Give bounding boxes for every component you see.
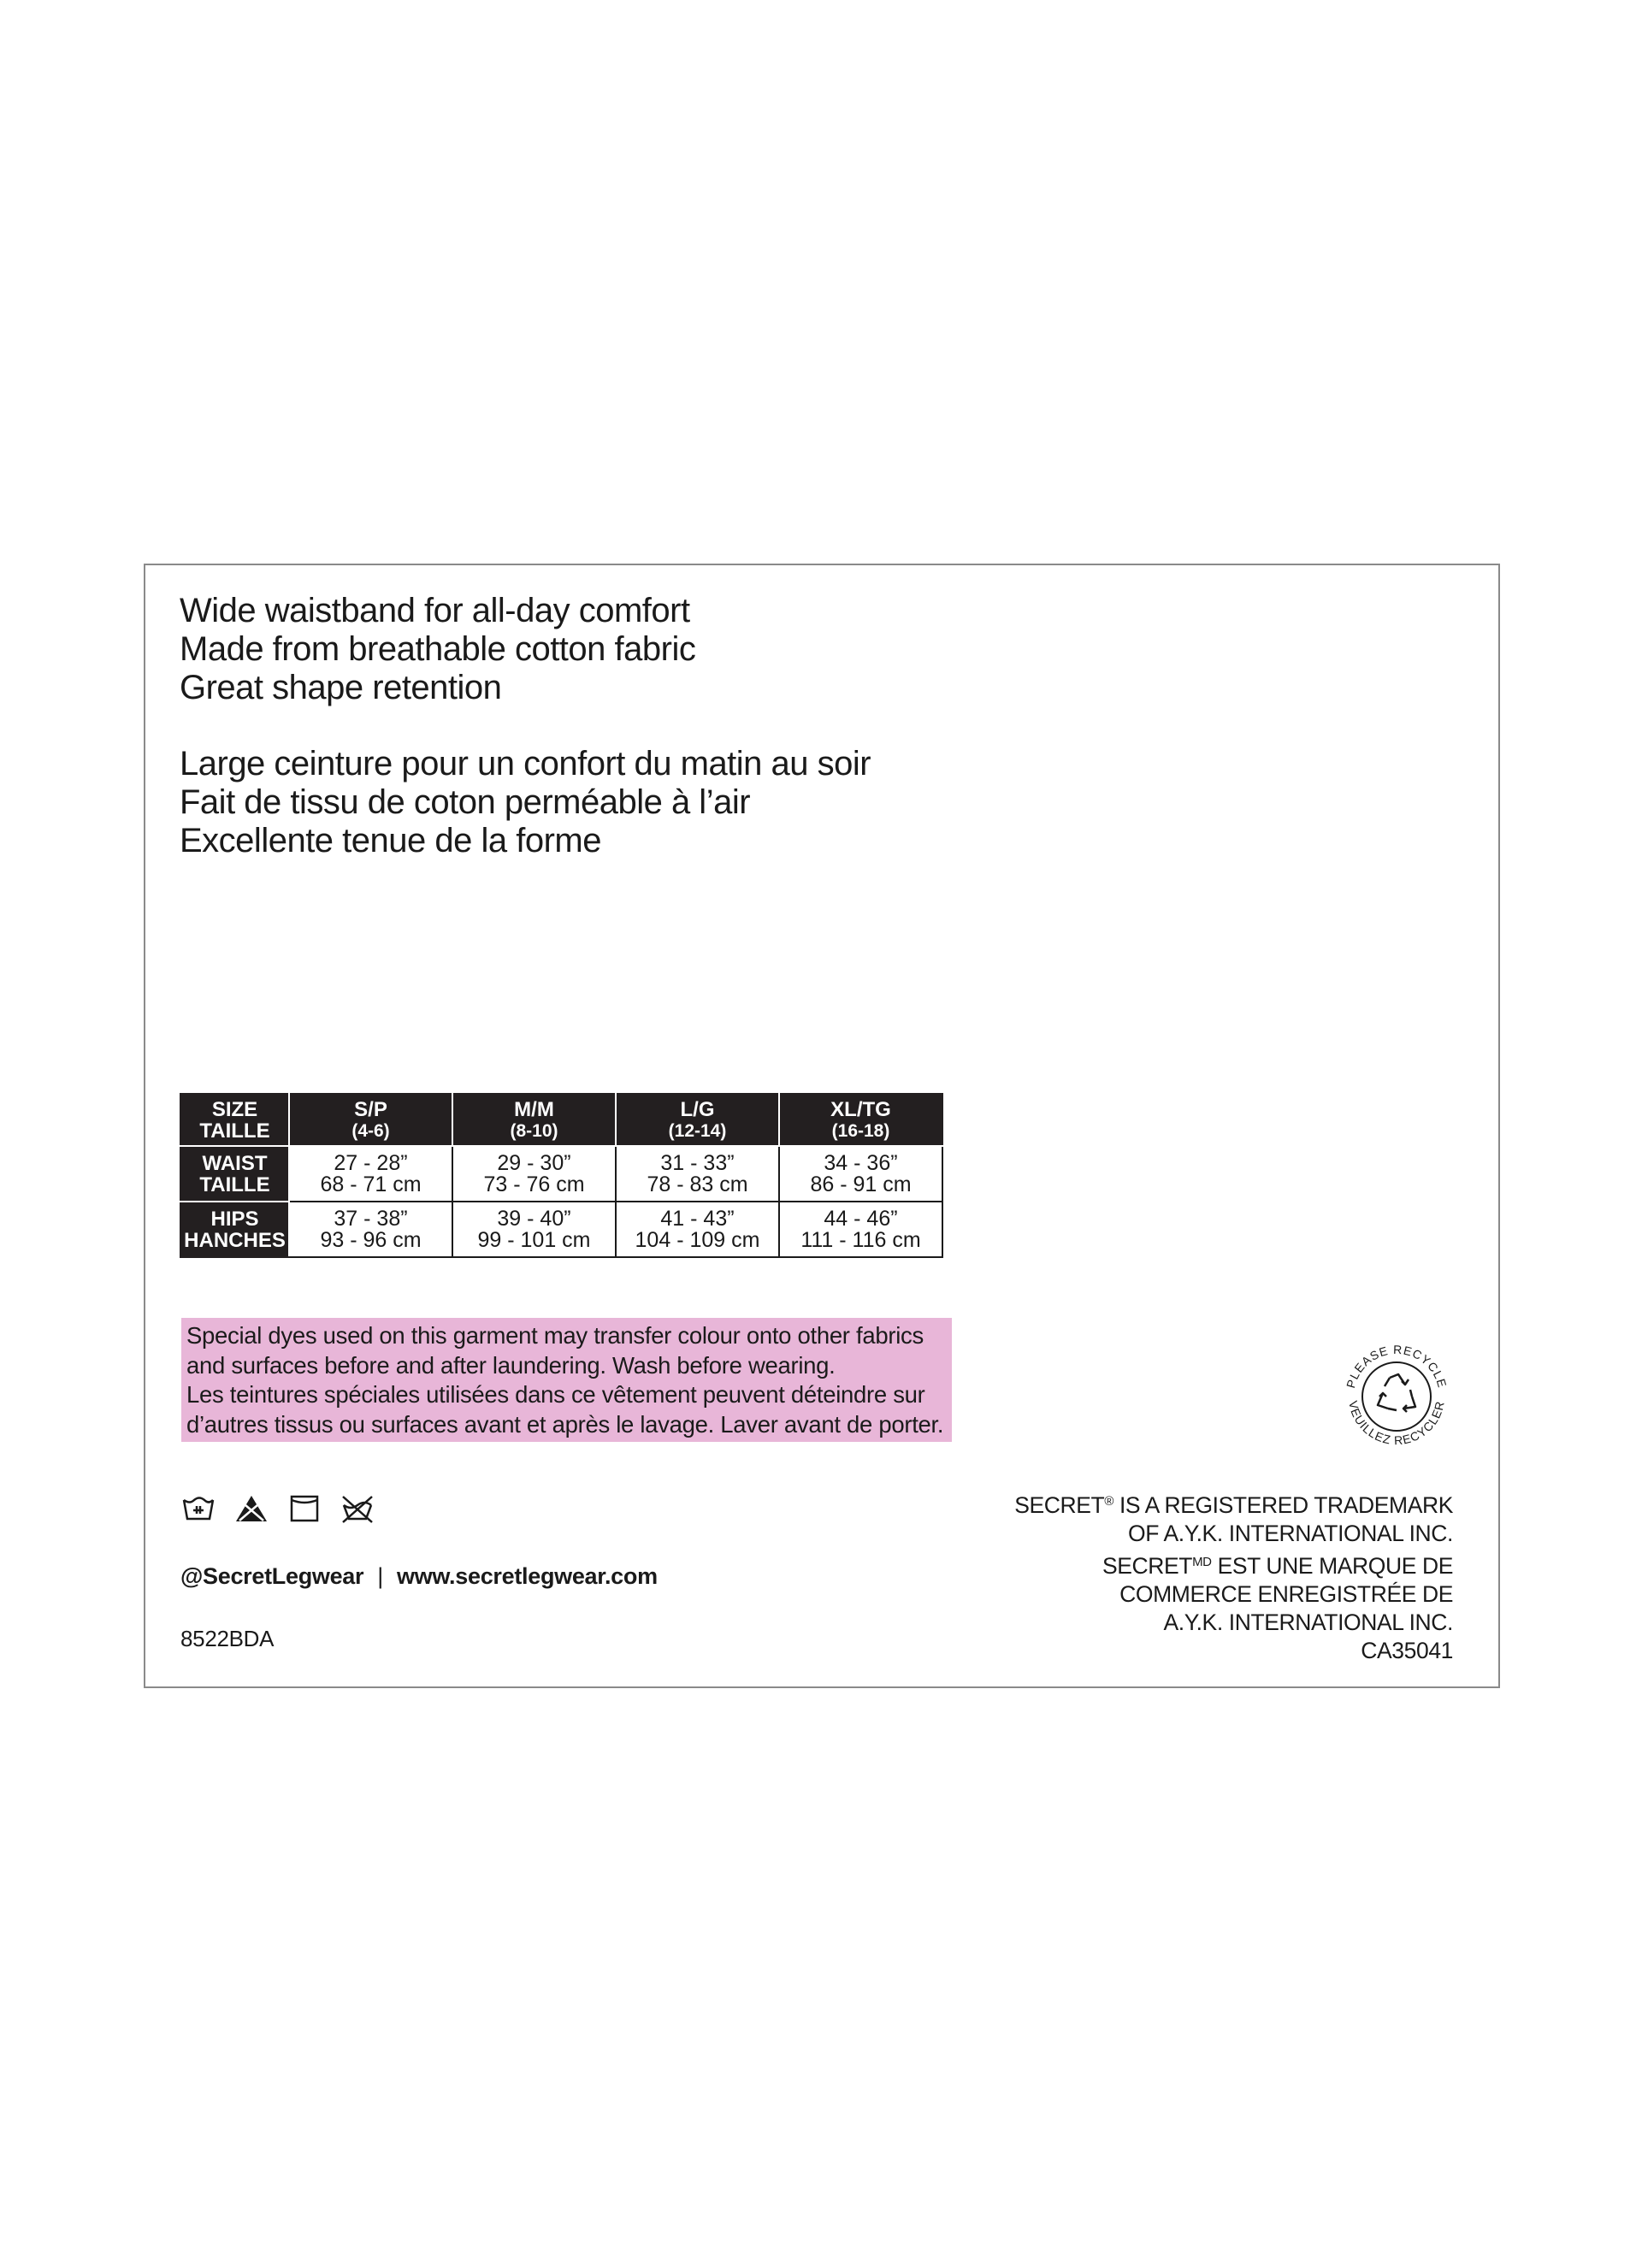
feature-item: Excellente tenue de la forme	[180, 822, 601, 859]
size-header-m: M/M (8-10)	[452, 1094, 616, 1146]
notice-line: and surfaces before and after laundering. Wash before wearing.	[186, 1351, 836, 1379]
recycle-text-top: PLEASE RECYCLE	[1344, 1342, 1450, 1390]
size-chart-header-row	[180, 1094, 942, 1146]
row-label-hips: HIPS HANCHES	[180, 1202, 289, 1257]
social-handle[interactable]: @SecretLegwear	[180, 1563, 364, 1589]
features-french	[180, 745, 871, 860]
sku-code: 8522BDA	[180, 1626, 275, 1651]
product-label	[144, 564, 1500, 1688]
feature-item: Wide waistband for all-day comfort	[180, 592, 690, 629]
table-cell: 34 - 36” 86 - 91 cm	[779, 1146, 942, 1202]
trademark-notice	[1014, 1487, 1453, 1665]
size-chart-row-hips	[180, 1202, 942, 1257]
svg-text:VEUILLEZ RECYCLER	[1346, 1399, 1447, 1447]
social-separator: |	[377, 1563, 383, 1589]
do-not-dry-clean-icon	[340, 1493, 375, 1524]
notice-line: Les teintures spéciales utilisées dans ce vêtement peuvent déteindre sur	[186, 1381, 925, 1408]
size-header-label: SIZE TAILLE	[180, 1094, 289, 1146]
care-instructions	[181, 1493, 375, 1524]
feature-item: Great shape retention	[180, 669, 502, 706]
feature-item: Fait de tissu de coton perméable à l’air	[180, 783, 751, 821]
table-cell: 44 - 46” 111 - 116 cm	[779, 1202, 942, 1257]
trademark-line: CA35041	[1361, 1638, 1453, 1663]
trademark-line: $SECRET^{MD}$ EST UNE MARQUE DE	[1102, 1553, 1453, 1579]
notice-line: Special dyes used on this garment may transfer colour onto other fabrics	[186, 1322, 924, 1349]
features-english	[180, 592, 695, 707]
table-cell: 41 - 43” 104 - 109 cm	[616, 1202, 779, 1257]
feature-item: Made from breathable cotton fabric	[180, 630, 696, 668]
table-cell: 37 - 38” 93 - 96 cm	[289, 1202, 452, 1257]
table-cell: 27 - 28” 68 - 71 cm	[289, 1146, 452, 1202]
notice-line: d’autres tissus ou surfaces avant et après le lavage. Laver avant de porter.	[186, 1410, 944, 1438]
feature-item: Large ceinture pour un confort du matin au soir	[180, 745, 871, 783]
trademark-line: SECRET® IS A REGISTERED TRADEMARK	[1014, 1492, 1453, 1518]
table-cell: 29 - 30” 73 - 76 cm	[452, 1146, 616, 1202]
tumble-dry-icon	[287, 1493, 322, 1524]
row-label-waist: WAIST TAILLE	[180, 1146, 289, 1202]
size-header-xl: XL/TG (16-18)	[779, 1094, 942, 1146]
table-cell: 31 - 33” 78 - 83 cm	[616, 1146, 779, 1202]
dye-transfer-notice	[181, 1318, 952, 1442]
size-chart	[180, 1093, 943, 1258]
table-cell: 39 - 40” 99 - 101 cm	[452, 1202, 616, 1257]
recycle-icon	[1337, 1337, 1456, 1456]
hand-wash-icon	[181, 1493, 216, 1524]
size-header-s: S/P (4-6)	[289, 1094, 452, 1146]
trademark-line: COMMERCE ENREGISTRÉE DE	[1119, 1581, 1453, 1607]
trademark-line: A.Y.K. INTERNATIONAL INC.	[1163, 1609, 1453, 1635]
social-links	[180, 1563, 658, 1590]
trademark-line: OF A.Y.K. INTERNATIONAL INC.	[1128, 1521, 1453, 1546]
size-header-l: L/G (12-14)	[616, 1094, 779, 1146]
svg-text:PLEASE RECYCLE	[1344, 1343, 1450, 1390]
recycle-text-bottom: VEUILLEZ RECYCLER	[1346, 1399, 1447, 1448]
website-link[interactable]: www.secretlegwear.com	[396, 1563, 658, 1589]
size-chart-row-waist	[180, 1146, 942, 1202]
do-not-bleach-icon	[234, 1493, 269, 1524]
